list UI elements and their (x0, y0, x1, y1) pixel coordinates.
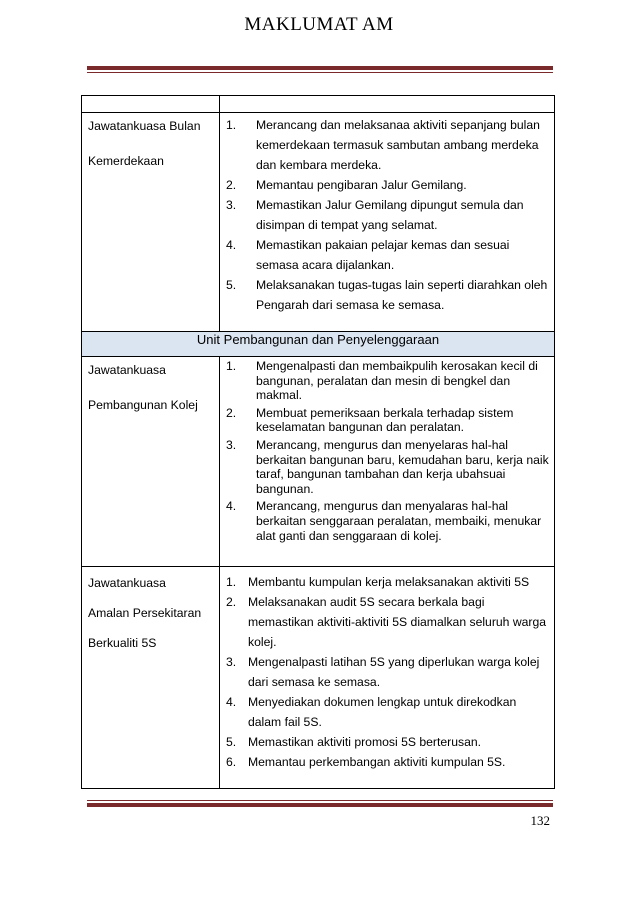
duties-cell (220, 567, 555, 789)
list-item: 4. Merancang, mengurus dan menyalaras hal-hal berkaitan senggaraan peralatan, membaiki, menukar alat ganti dan senggaraan di kolej. (226, 499, 542, 543)
table-header-row (82, 96, 555, 113)
list-item: 4. Memastikan pakaian pelajar kemas dan sesuai semasa acara dijalankan. (226, 238, 510, 272)
table-row (82, 357, 555, 567)
list-item: 6. Memantau perkembangan aktiviti kumpulan 5S. (226, 755, 506, 769)
page-number: 132 (530, 813, 550, 828)
duties-cell (220, 357, 555, 567)
responsibilities-table (81, 95, 555, 789)
list-item: 1. Mengenalpasti dan membaikpulih kerosakan kecil di bangunan, peralatan dan mesin di bengkel dan makmal. (226, 359, 538, 403)
committee-name-cell (82, 567, 220, 789)
list-item: 3. Mengenalpasti latihan 5S yang diperlukan warga kolej dari semasa ke semasa. (226, 655, 540, 689)
committee-name-line: Jawatankuasa (88, 576, 166, 590)
footer-divider (87, 800, 553, 807)
list-item: 1. Membantu kumpulan kerja melaksanakan aktiviti 5S (226, 575, 530, 589)
list-item: 5. Memastikan aktiviti promosi 5S berterusan. (226, 735, 482, 749)
list-item: 2. Memantau pengibaran Jalur Gemilang. (226, 178, 467, 192)
list-item: 4. Menyediakan dokumen lengkap untuk direkodkan dalam fail 5S. (226, 695, 517, 729)
table-row (82, 113, 555, 332)
committee-name-cell (82, 357, 220, 567)
section-title: Unit Pembangunan dan Penyelenggaraan (82, 332, 555, 357)
committee-name-line: Berkualiti 5S (88, 636, 157, 650)
section-header-row (82, 332, 555, 357)
duties-cell (220, 113, 555, 332)
list-item: 1. Merancang dan melaksanaa aktiviti sepanjang bulan kemerdekaan termasuk sambutan ambang merdeka dan kembara merdeka. (226, 118, 540, 172)
header-divider (87, 66, 553, 73)
list-item: 2. Membuat pemeriksaan berkala terhadap sistem keselamatan bangunan dan peralatan. (226, 405, 514, 435)
list-item: 5. Melaksanakan tugas-tugas lain seperti diarahkan oleh Pengarah dari semasa ke semasa. (226, 278, 548, 312)
committee-name-line: Pembangunan Kolej (88, 398, 198, 412)
list-item: 3. Memastikan Jalur Gemilang dipungut semula dan disimpan di tempat yang selamat. (226, 198, 524, 232)
committee-name-cell (82, 113, 220, 332)
table-row (82, 567, 555, 789)
committee-name-line: Kemerdekaan (88, 154, 164, 168)
committee-name-line: Amalan Persekitaran (88, 606, 202, 620)
committee-name-line: Jawatankuasa (88, 363, 166, 377)
committee-name-line: Jawatankuasa Bulan (88, 119, 201, 133)
page-header-title: MAKLUMAT AM (244, 14, 394, 35)
list-item: 3. Merancang, mengurus dan menyelaras hal-hal berkaitan bangunan baru, kemudahan baru, kerja naik taraf, bangunan tambahan dan kerja ubahsuai bangunan. (226, 437, 549, 496)
list-item: 2. Melaksanakan audit 5S secara berkala bagi memastikan aktiviti-aktiviti 5S diamalkan seluruh warga kolej. (226, 595, 547, 649)
